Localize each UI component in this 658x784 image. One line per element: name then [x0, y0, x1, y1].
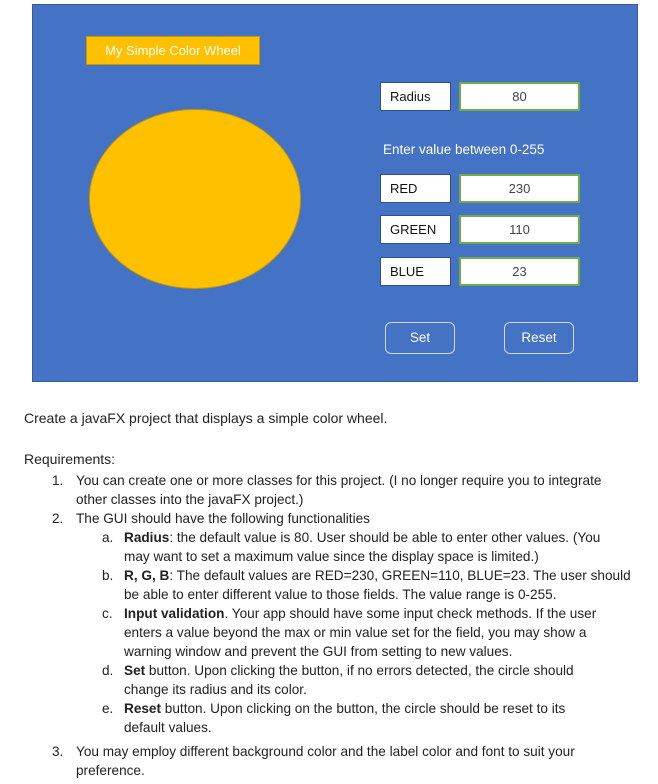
set-button[interactable]: Set — [385, 322, 455, 354]
item-text: The GUI should have the following functionalities — [76, 511, 370, 526]
item-text: preference. — [76, 763, 145, 778]
blue-label: BLUE — [380, 257, 451, 286]
subitem-letter: a. — [102, 530, 114, 545]
color-circle — [89, 109, 301, 289]
subitem-letter: d. — [102, 663, 114, 678]
subitem-line: : The default values are RED=230, GREEN=110, BLUE=23. The user should — [169, 568, 631, 583]
subitem-bold: R, G, B — [124, 568, 170, 583]
subitem-line: default values. — [124, 720, 212, 735]
intro-text: Create a javaFX project that displays a simple color wheel. — [24, 410, 388, 426]
radius-input[interactable]: 80 — [459, 82, 580, 111]
item-text: You can create one or more classes for this project. (I no longer require you to integrate — [76, 473, 602, 488]
subitem-text — [124, 566, 631, 585]
subitem-bold: Reset — [124, 701, 162, 716]
app-title: My Simple Color Wheel — [86, 36, 260, 65]
subitem-letter: b. — [102, 568, 114, 583]
item-text: You may employ different background color and the label color and font to suit your — [76, 744, 575, 759]
item-number: 3. — [52, 744, 64, 759]
subitem-line: warning window and prevent the GUI from setting to new values. — [124, 644, 513, 659]
subitem-text — [124, 661, 574, 680]
app-window — [32, 4, 638, 382]
reset-button[interactable]: Reset — [504, 322, 574, 354]
subitem-text — [124, 604, 596, 623]
green-label: GREEN — [380, 215, 451, 244]
subitem-line: change its radius and its color. — [124, 682, 307, 697]
red-label: RED — [380, 174, 451, 203]
subitem-text — [124, 699, 565, 718]
subitem-bold: Radius — [124, 530, 170, 545]
radius-label: Radius — [380, 82, 451, 111]
subitem-bold: Set — [124, 663, 146, 678]
subitem-line: . Your app should have some input check methods. If the user — [224, 606, 597, 621]
subitem-line: may want to set a maximum value since the display space is limited.) — [124, 549, 539, 564]
range-hint: Enter value between 0-255 — [383, 142, 545, 157]
subitem-line: be able to enter different value to those fields. The value range is 0-255. — [124, 587, 557, 602]
blue-input[interactable]: 23 — [459, 257, 580, 286]
red-input[interactable]: 230 — [459, 174, 580, 203]
subitem-line: enters a value beyond the max or min value set for the field, you may show a — [124, 625, 587, 640]
subitem-letter: e. — [102, 701, 114, 716]
item-text: other classes into the javaFX project.) — [76, 492, 304, 507]
subitem-line: button. Upon clicking on the button, the circle should be reset to its — [161, 701, 566, 716]
subitem-letter: c. — [102, 606, 113, 621]
item-number: 1. — [52, 473, 64, 488]
requirements-heading: Requirements: — [24, 451, 116, 467]
green-input[interactable]: 110 — [459, 215, 580, 244]
subitem-text — [124, 528, 600, 547]
subitem-bold: Input validation — [124, 606, 225, 621]
subitem-line: : the default value is 80. User should be able to enter other values. (You — [169, 530, 601, 545]
item-number: 2. — [52, 511, 64, 526]
subitem-line: button. Upon clicking the button, if no errors detected, the circle should — [145, 663, 574, 678]
